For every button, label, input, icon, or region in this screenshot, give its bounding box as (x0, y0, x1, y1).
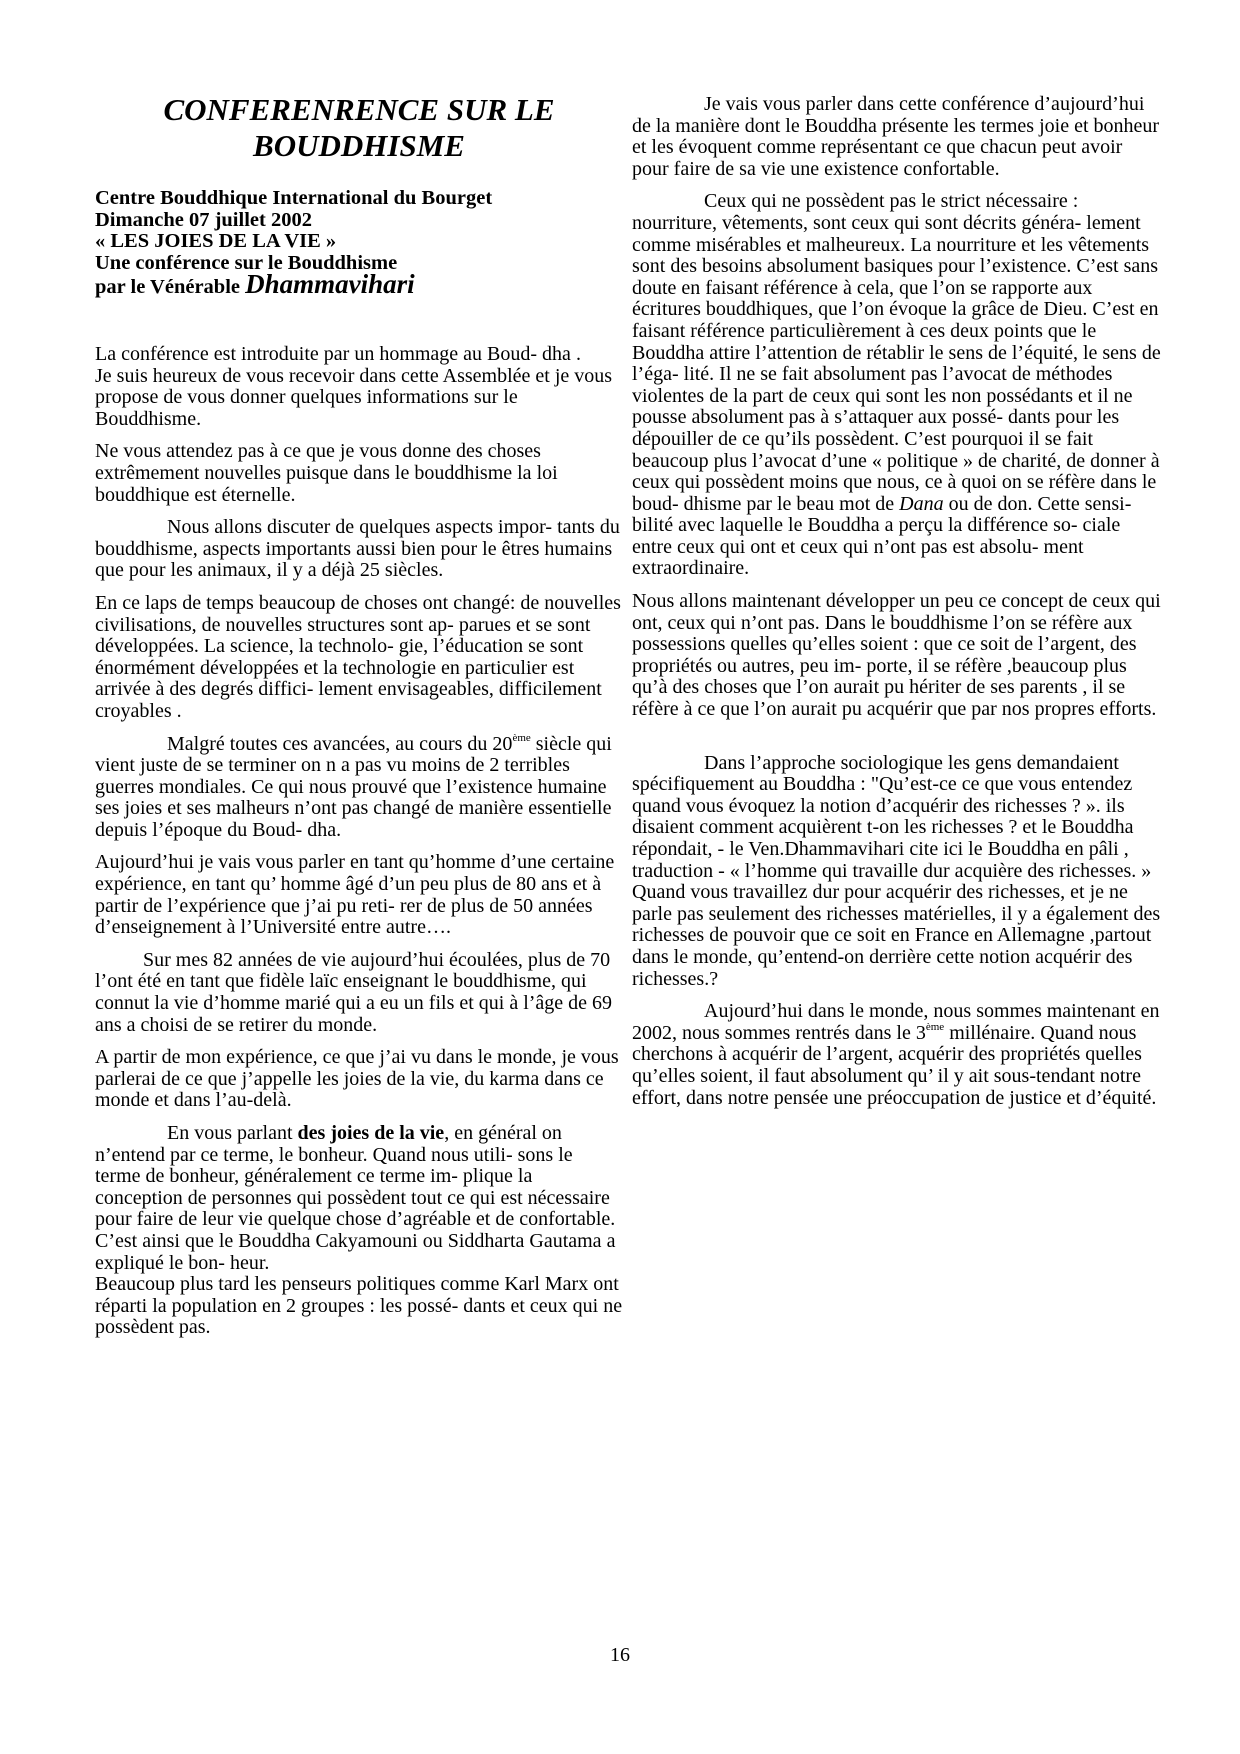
emphasis: des joies de la vie (297, 1122, 445, 1144)
paragraph: Dans l’approche sociologique les gens demandaient spécifiquement au Bouddha : "Qu’est-ce ce que vous entendez quand vous évoquez la notion d’acquérir des richesses ? ». ils disaient comment acquièrent t-on les richesses ? et le Bouddha répondait, - le Ven.Dhammavihari cite ici le Bouddha en pâli , traduction - « l’homme qui travaille dur acquière des richesses. » Quand vous travaillez dur pour acquérir des richesses, et je ne parle pas seulement des richesses matérielles, il y a également des richesses de pouvoir que ce soit en France en Allemagne ,partout dans le monde, qu’entend-on derrière cette notion acquérir des richesses.? (632, 751, 1161, 990)
paragraph: En vous parlant des joies de la vie, en général on n’entend par ce terme, le bonheur. Quand nous utili- sons le terme de bonheur, généralement ce terme im- plique la conception de personnes qui possèdent tout ce qui est nécessaire pour faire de leur vie quelque chose d’agréable et de confortable. C’est ainsi que le Bouddha Cakyamouni ou Siddharta Gautama a expliqué le bon- heur. (95, 1122, 616, 1274)
header-subtitle: Une conférence sur le Bouddhisme (95, 251, 398, 274)
header-date: Dimanche 07 juillet 2002 (95, 208, 312, 231)
speaker-name: Dhammavihari (245, 269, 415, 299)
header-byline: par le Vénérable Dhammavihari (95, 269, 415, 299)
document-title (95, 92, 623, 164)
title-line-1: CONFERENRENCE SUR LE (163, 92, 555, 127)
header-venue: Centre Bouddhique International du Bourget (95, 187, 493, 209)
paragraph: Beaucoup plus tard les penseurs politiques comme Karl Marx ont réparti la population en 2 groupes : les possé- dants et ceux qui ne possèdent pas. (95, 1273, 623, 1339)
paragraph: Ceux qui ne possèdent pas le strict nécessaire : nourriture, vêtements, sont ceux qui sont décrits généra- lement comme misérables et malheureux. La nourriture et les vêtements sont des besoins absolument basiques pour l’existence. C’est sans doute en faisant référence à cela, que l’on se rapporte aux écritures bouddhiques, que l’on évoque la grâce de Dieu. C’est en faisant référence particulièrement à ces deux points que le Bouddha attire l’attention de rétablir le sens de l’équité, le sens de l’éga- lité. Il ne se fait absolument pas l’avocat de méthodes violentes de la part de ceux qui sont les non possédants et il ne pousse absolument pas à s’attaquer aux possé- dants pour les dépouiller de ce qu’ils possèdent. C’est pourquoi il se fait beaucoup plus l’avocat d’une « politique » de charité, de donner à ceux qui possèdent moins que nous, ce à quoi on se réfère dans le boud- dhisme par le beau mot de Dana ou de don. Cette sensi- bilité avec laquelle le Bouddha a perçu la différence so- ciale entre ceux qui ont et ceux qui n’ont pas est absolu- ment extraordinaire. (632, 190, 1161, 580)
paragraph: Aujourd’hui dans le monde, nous sommes maintenant en 2002, nous sommes rentrés dans le 3ème millénaire. Quand nous cherchons à acquérir de l’argent, acquérir des propriétés quelles qu’elles soient, il faut absolument qu’ il y ait sous-tendant notre effort, dans notre pensée une préoccupation de justice et d’équité. (632, 1000, 1160, 1109)
left-column (95, 344, 623, 1339)
paragraph: Nous allons discuter de quelques aspects impor- tants du bouddhisme, aspects importants aussi bien pour le êtres humains que pour les animaux, il y a déjà 25 siècles. (95, 516, 620, 582)
paragraph: Je suis heureux de vous recevoir dans cette Assemblée et je vous propose de vous donner quelques informations sur le Bouddhisme. (95, 364, 613, 430)
paragraph: Malgré toutes ces avancées, au cours du 20ème siècle qui vient juste de se terminer on n a pas vu moins de 2 terribles guerres mondiales. Ce qui nous prouvé que l’existence humaine ses joies et ses malheurs n’ont pas changé de manière essentielle depuis l’époque du Boud- dha. (95, 731, 612, 841)
paragraph: En ce laps de temps beaucoup de choses ont changé: de nouvelles civilisations, de nouvelles structures sont ap- parues et se sont développées. La science, la technolo- gie, l’éducation se sont énormément développées et la technologie en particulier est arrivée à des degrés diffici- lement envisageables, difficilement croyables . (95, 591, 621, 722)
paragraph: Sur mes 82 années de vie aujourd’hui écoulées, plus de 70 l’ont été en tant que fidèle laïc enseignant le bouddhisme, qui connut la vie d’homme marié qui a eu un fils et qui à l’âge de 69 ans a choisi de se retirer du monde. (95, 948, 613, 1036)
paragraph: Ne vous attendez pas à ce que je vous donne des choses extrêmement nouvelles puisque dans le bouddhisme la loi bouddhique est éternelle. (95, 440, 558, 506)
paragraph: A partir de mon expérience, ce que j’ai vu dans le monde, je vous parlerai de ce que j’appelle les joies de la vie, du karma dans ce monde et dans l’au-delà. (95, 1046, 619, 1112)
emphasis: Dana (899, 492, 944, 515)
paragraph: La conférence est introduite par un hommage au Boud- dha . (95, 343, 581, 365)
right-column (632, 94, 1162, 1109)
page-number: 16 (610, 1644, 630, 1666)
header-theme: « LES JOIES DE LA VIE » (95, 230, 337, 252)
paragraph: Je vais vous parler dans cette conférence d’aujourd’hui de la manière dont le Bouddha présente les termes joie et bonheur et les évoquent comme représentant ce que chacun peut avoir pour faire de sa vie une existence confortable. (632, 93, 1160, 180)
paragraph: Nous allons maintenant développer un peu ce concept de ceux qui ont, ceux qui n’ont pas. Dans le bouddhisme l’on se réfère aux possessions quelles qu’elles soient : que ce soit de l’argent, des propriétés ou autres, peu im- porte, il se réfère ,beaucoup plus qu’à des choses que l’on aurait pu hériter de ses parents , il se réfère à ce que l’on aurait pu acquérir que par nos propres efforts. (632, 590, 1161, 721)
title-line-2: BOUDDHISME (253, 128, 465, 163)
paragraph: Aujourd’hui je vais vous parler en tant qu’homme d’une certaine expérience, en tant qu’ homme âgé d’un peu plus de 80 ans et à partir de l’expérience que j’ai pu reti- rer de plus de 50 années d’enseignement à l’Université entre autre…. (95, 851, 615, 939)
conference-header (95, 188, 623, 299)
